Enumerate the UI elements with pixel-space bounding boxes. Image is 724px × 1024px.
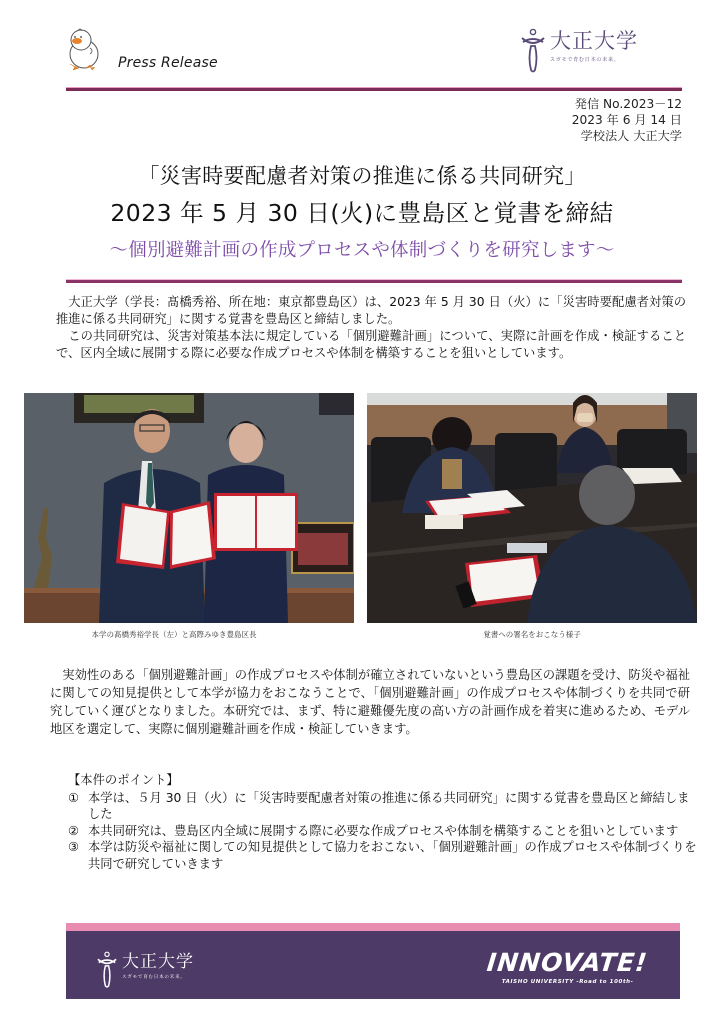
- innovate-subtext: TAISHO UNIVERSITY -Road to 100th-: [501, 979, 634, 985]
- title-line-2: 2023 年 5 月 30 日(火)に豊島区と覚書を締結: [110, 199, 614, 227]
- intro-paragraph-2: この共同研究は、災害対策基本法に規定している「個別避難計画」について、実際に計画を作成・検証することで、区内全域に展開する際に必要な作成プロセスや体制を構築することを狙いとしています。: [56, 329, 686, 360]
- key-point-item: [68, 823, 698, 840]
- title-line-1: 「災害時要配慮者対策の推進に係る共同研究」: [138, 164, 586, 188]
- footer-university-logo: [96, 951, 194, 989]
- taisho-emblem-icon: [96, 951, 118, 989]
- key-point-number: ②: [68, 823, 80, 838]
- key-point-number: ③: [68, 840, 80, 854]
- intro-section: [56, 294, 686, 362]
- university-tagline: スガモで育む日本の未来。: [550, 57, 620, 63]
- subtitle: ～個別避難計画の作成プロセスや体制づくりを研究します～: [109, 240, 615, 261]
- release-date: 2023 年 6 月 14 日: [571, 113, 682, 127]
- issuer: 学校法人 大正大学: [580, 129, 682, 143]
- key-point-text: 本学は防災や福祉に関しての知見提供として協力をおこない、「個別避難計画」の作成プロセスや体制づくりを共同で研究していきます: [88, 840, 697, 871]
- key-point-item: [68, 790, 698, 823]
- intro-paragraph-1: 大正大学（学長：髙橋秀裕、所在地：東京都豊島区）は、2023 年 5 月 30 日（火）に「災害時要配慮者対策の推進に係る共同研究」に関する覚書を豊島区と締結しました。: [56, 295, 686, 326]
- footer-university-tagline: スガモで育む日本の未来。: [122, 975, 186, 980]
- footer-stripe: [66, 923, 680, 931]
- photo-caption-right: 覚書への署名をおこなう様子: [483, 630, 581, 639]
- key-point-item: [68, 839, 698, 872]
- photo-caption-left: 本学の髙橋秀裕学長（左）と高際みゆき豊島区長: [91, 630, 257, 639]
- key-points-heading: 【本件のポイント】: [68, 773, 179, 787]
- title-divider: [66, 279, 682, 283]
- body-paragraph: 実効性のある「個別避難計画」の作成プロセスや体制が確立されていないという豊島区の課題を受け、防災や福祉に関しての知見提供として本学が協力をおこなうことで、「個別避難計画」の作成プロセスや体制づくりを共同で研究していく運びとなりました。本研究では、まず、特に避難優先度の高い方の計画作成を着実に進めるため、モデル地区を選定して、実際に個別避難計画を作成・検証していきます。: [50, 668, 690, 736]
- taisho-emblem-icon: [520, 28, 546, 74]
- innovate-slogan: [487, 949, 648, 985]
- issue-number: 発信 No.2023－12: [574, 97, 682, 111]
- duck-mascot-icon: [64, 26, 104, 74]
- body-section: [50, 666, 690, 738]
- footer-university-name: 大正大学: [122, 952, 194, 972]
- key-point-text: 本学は、５月 30 日（火）に「災害時要配慮者対策の推進に係る共同研究」に関する覚書を豊島区と締結しました: [88, 790, 690, 821]
- photo-signing-ceremony: [367, 393, 697, 623]
- key-points: [68, 772, 698, 872]
- key-point-text: 本共同研究は、豊島区内全域に展開する際に必要な作成プロセスや体制を構築することを狙いとしています: [88, 823, 679, 838]
- press-release-label: Press Release: [118, 55, 218, 71]
- release-meta: [572, 96, 682, 144]
- innovate-text: INNOVATE!: [485, 948, 650, 977]
- footer-banner: [66, 923, 680, 999]
- university-name: 大正大学: [550, 29, 638, 53]
- photo-memorandum-holders: [24, 393, 354, 623]
- key-point-number: ①: [68, 790, 80, 805]
- taisho-university-logo: [520, 28, 638, 74]
- header-divider: [66, 87, 682, 91]
